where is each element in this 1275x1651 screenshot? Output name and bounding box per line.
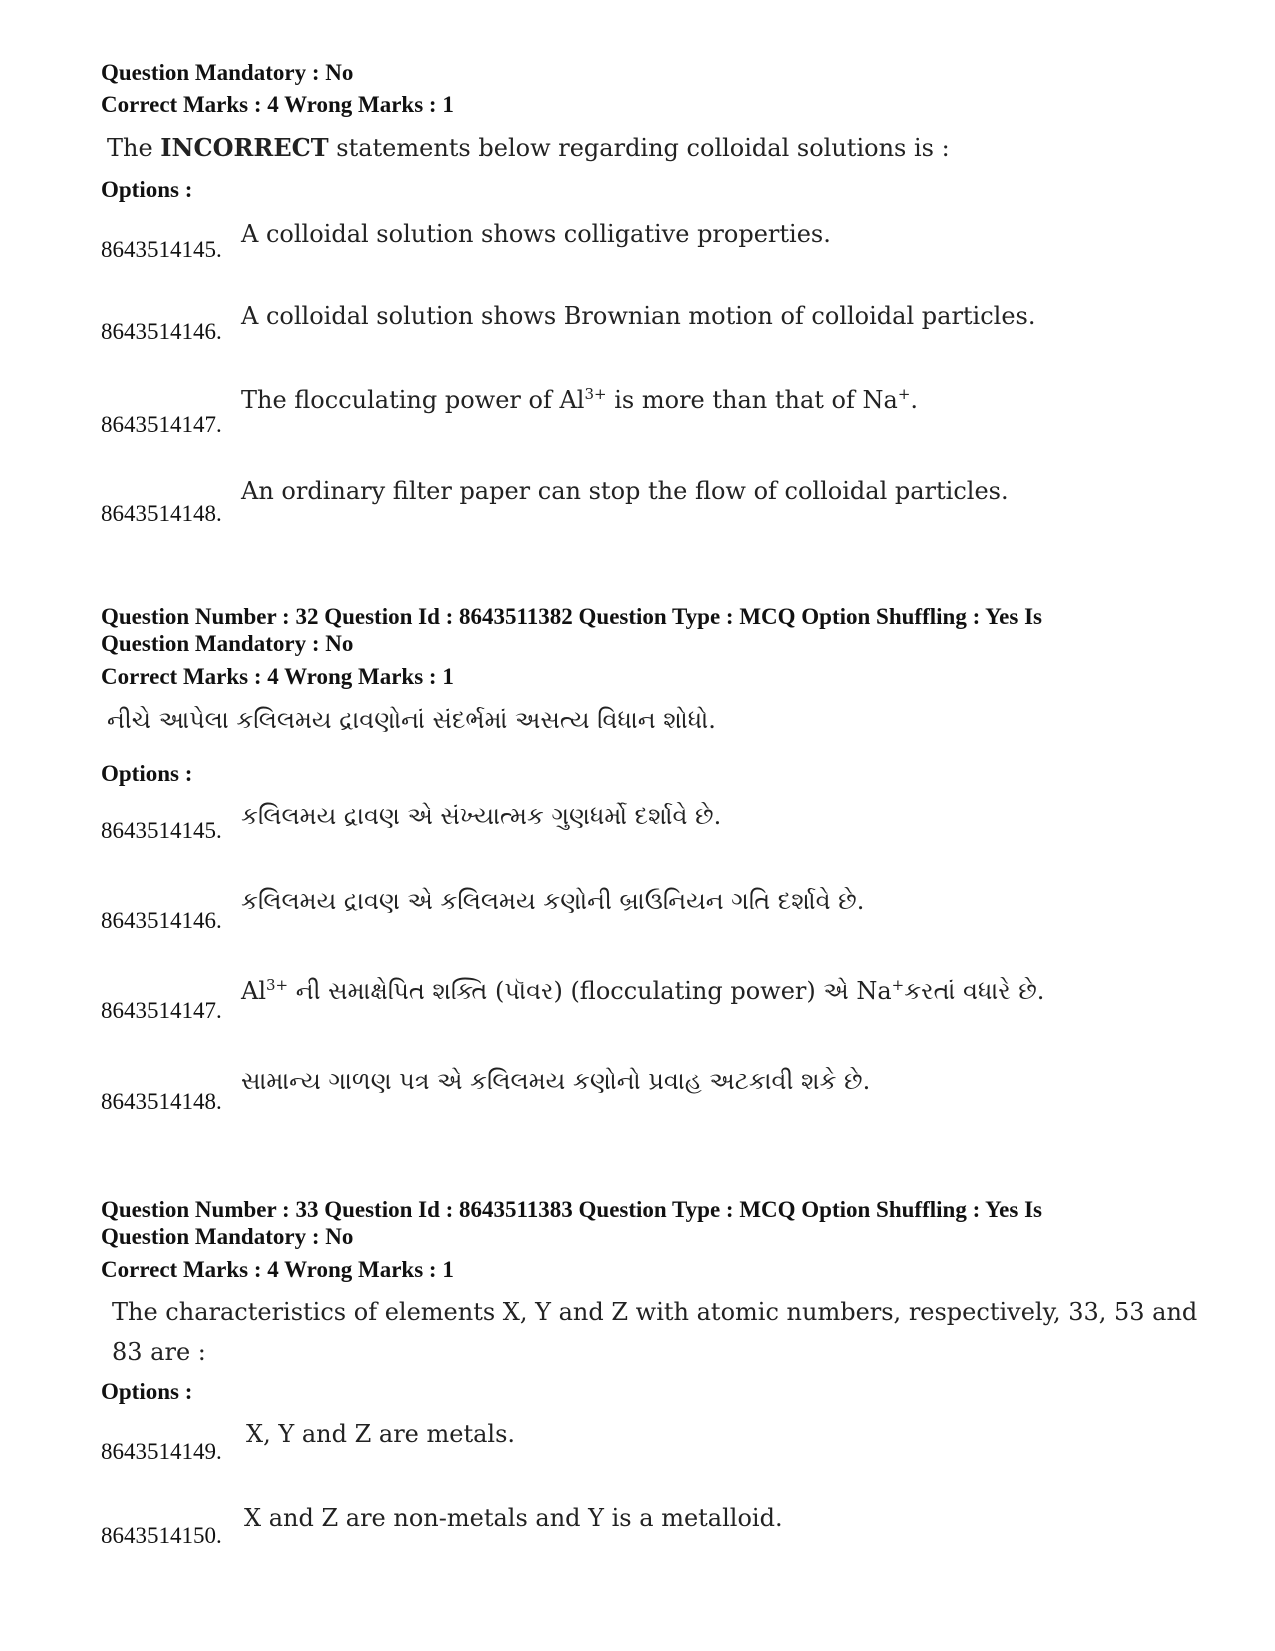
option-text: X and Z are non-metals and Y is a metalloid. bbox=[244, 1504, 783, 1532]
options-label: Options : bbox=[101, 761, 193, 786]
option-id: 8643514145. bbox=[101, 818, 222, 843]
option-id: 8643514150. bbox=[101, 1523, 222, 1548]
question-text: The INCORRECT statements below regarding colloidal solutions is : bbox=[107, 133, 950, 162]
option-text: An ordinary filter paper can stop the flow of colloidal particles. bbox=[241, 477, 1009, 505]
option-id: 8643514149. bbox=[101, 1439, 222, 1464]
option-id: 8643514145. bbox=[101, 237, 222, 262]
question-text: The characteristics of elements X, Y and Z with atomic numbers, respectively, 33, 53 and 83 are : bbox=[112, 1298, 1198, 1366]
option-id: 8643514148. bbox=[101, 501, 222, 526]
options-label: Options : bbox=[101, 177, 193, 202]
option-id: 8643514147. bbox=[101, 412, 222, 437]
option-text: X, Y and Z are metals. bbox=[246, 1420, 516, 1448]
option-id: 8643514148. bbox=[101, 1089, 222, 1114]
option-text: કલિલમય દ્રાવણ એ સંખ્યાત્મક ગુણધર્મો દર્શાવે છે. bbox=[241, 802, 722, 830]
question-mandatory: Question Mandatory : No bbox=[101, 631, 354, 656]
question-header: Question Number : 33 Question Id : 8643511383 Question Type : MCQ Option Shuffling : Yes Is bbox=[101, 1197, 1042, 1222]
option-text: The flocculating power of $Al^{3+}$ is more than that of Na+. bbox=[241, 385, 919, 414]
option-text: $Al^{3+}$ ની સમાક્ષેપિત શક્તિ (પૉવર) (flocculating power) એ Na+કરતાં વધારે છે. bbox=[241, 976, 1045, 1005]
option-text: કલિલમય દ્રાવણ એ કલિલમય કણોની બ્રાઉનિયન ગતિ દર્શાવે છે. bbox=[241, 887, 865, 915]
question-mandatory: Question Mandatory : No bbox=[101, 60, 354, 85]
option-text: A colloidal solution shows colligative properties. bbox=[241, 220, 831, 248]
question-marks: Correct Marks : 4 Wrong Marks : 1 bbox=[101, 664, 454, 689]
question-header: Question Number : 32 Question Id : 8643511382 Question Type : MCQ Option Shuffling : Yes Is bbox=[101, 604, 1042, 629]
options-label: Options : bbox=[101, 1379, 193, 1404]
question-mandatory: Question Mandatory : No bbox=[101, 1224, 354, 1249]
option-id: 8643514146. bbox=[101, 908, 222, 933]
option-id: 8643514147. bbox=[101, 998, 222, 1023]
question-marks: Correct Marks : 4 Wrong Marks : 1 bbox=[101, 1257, 454, 1282]
option-id: 8643514146. bbox=[101, 319, 222, 344]
question-marks: Correct Marks : 4 Wrong Marks : 1 bbox=[101, 92, 454, 117]
question-text: નીચે આપેલા કલિલમય દ્રાવણોનાં સંદર્ભમાં અસત્ય વિધાન શોધો. bbox=[107, 706, 716, 734]
option-text: સામાન્ય ગાળણ પત્ર એ કલિલમય કણોનો પ્રવાહ અટકાવી શકે છે. bbox=[241, 1067, 871, 1095]
option-text: A colloidal solution shows Brownian motion of colloidal particles. bbox=[241, 302, 1036, 330]
